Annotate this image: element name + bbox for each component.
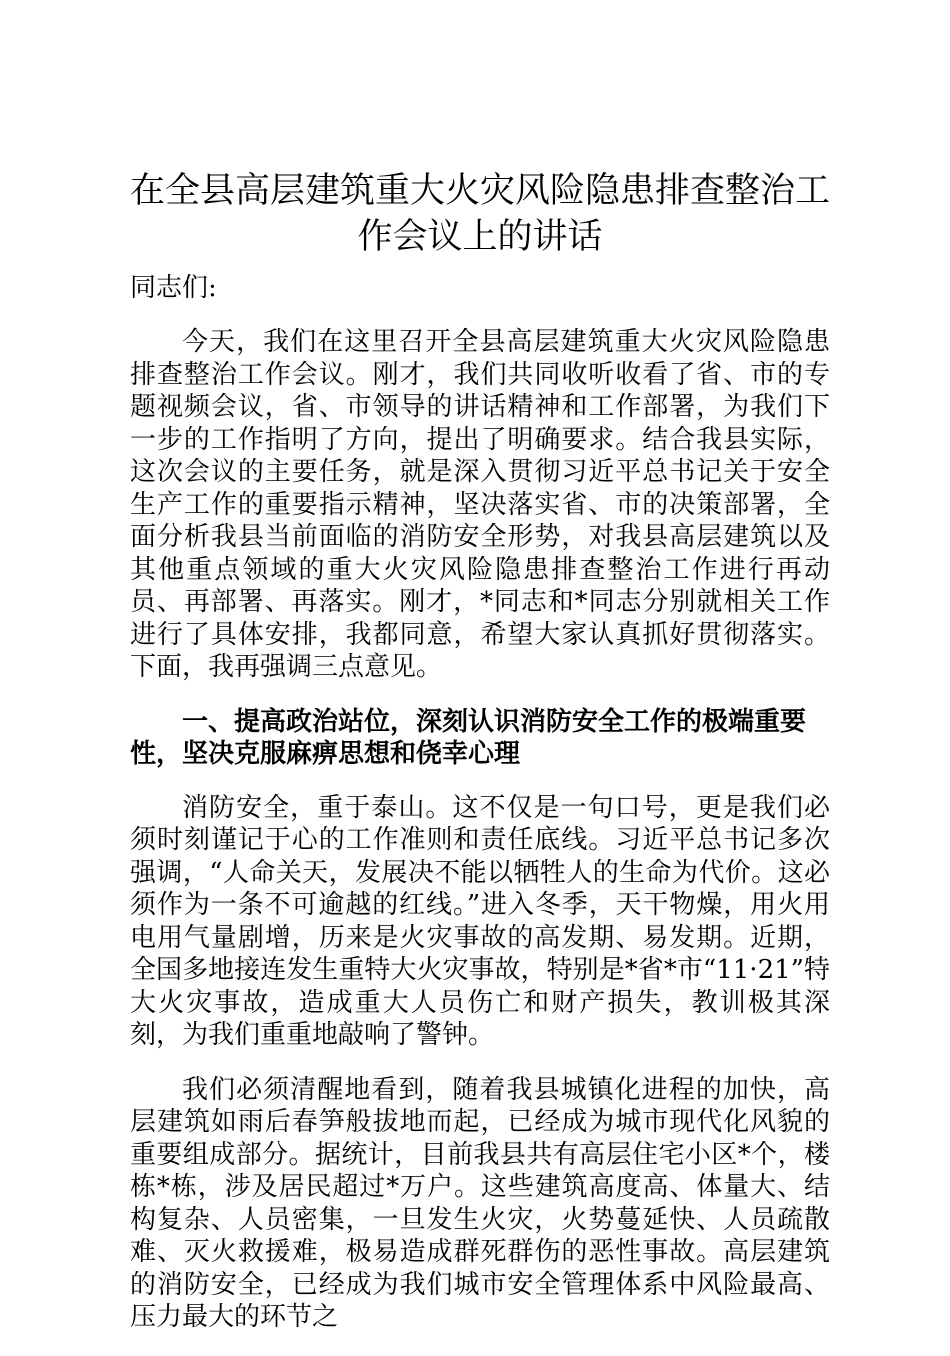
document-title: 在全县高层建筑重大火灾风险隐患排查整治工作会议上的讲话 [130,171,831,257]
section-heading: 一、提高政治站位，深刻认识消防安全工作的极端重要性，坚决克服麻痹思想和侥幸心理 [130,706,807,769]
salutation: 同志们: [130,273,217,303]
section-paragraph: 消防安全，重于泰山。这不仅是一句口号，更是我们必须时刻谨记于心的工作准则和责任底线。习近平总书记多次强调，“人命关天，发展决不能以牺牲人的生命为代价。这必须作为一条不可逾越的红线。”进入冬季，天干物燥，用火用电用气量剧增，历来是火灾事故的高发期、易发期。近期，全国多地接连发生重特大火灾事故，特别是*省*市“11·21”特大火灾事故，造成重大人员伤亡和财产损失，教训极其深刻，为我们重重地敲响了警钟。 [130,792,830,1050]
document-page [130,168,830,1356]
intro-paragraph: 今天，我们在这里召开全县高层建筑重大火灾风险隐患排查整治工作会议。刚才，我们共同收听收看了省、市的专题视频会议，省、市领导的讲话精神和工作部署，为我们下一步的工作指明了方向，提出了明确要求。结合我县实际，这次会议的主要任务，就是深入贯彻习近平总书记关于安全生产工作的重要指示精神，坚决落实省、市的决策部署，全面分析我县当前面临的消防安全形势，对我县高层建筑以及其他重点领域的重大火灾风险隐患排查整治工作进行再动员、再部署、再落实。刚才，*同志和*同志分别就相关工作进行了具体安排，我都同意，希望大家认真抓好贯彻落实。下面，我再强调三点意见。 [130,327,830,682]
section-paragraph: 我们必须清醒地看到，随着我县城镇化进程的加快，高层建筑如雨后春笋般拔地而起，已经成为城市现代化风貌的重要组成部分。据统计，目前我县共有高层住宅小区*个，楼栋*栋，涉及居民超过*万户。这些建筑高度高、体量大、结构复杂、人员密集，一旦发生火灾，火势蔓延快、人员疏散难、灭火救援难，极易造成群死群伤的恶性事故。高层建筑的消防安全，已经成为我们城市安全管理体系中风险最高、压力最大的环节之 [130,1074,830,1332]
